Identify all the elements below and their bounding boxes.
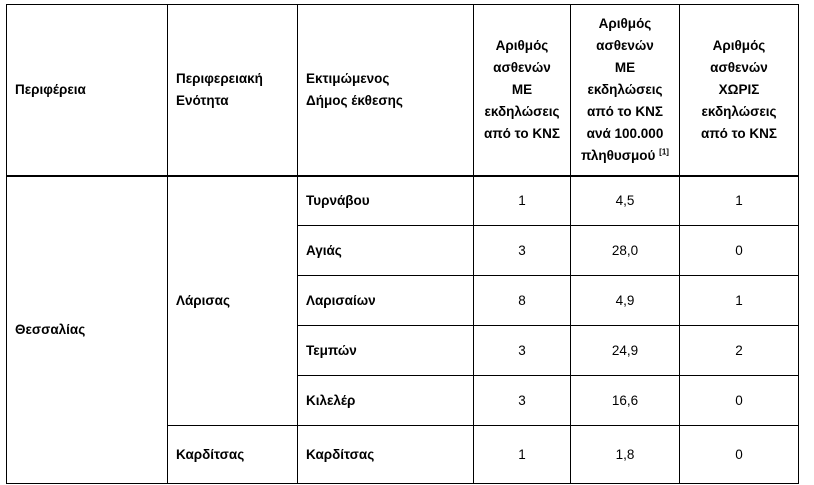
header-with-cns-line: Αριθμός xyxy=(495,37,549,53)
header-per-100k-line: από το ΚΝΣ xyxy=(587,103,663,119)
municipality-cell: Λαρισαίων xyxy=(298,276,474,326)
header-without-cns-line: ασθενών xyxy=(710,59,768,75)
header-regional-unit xyxy=(168,5,298,176)
with-cns-cell: 3 xyxy=(474,376,571,426)
region-cell: Θεσσαλίας xyxy=(7,176,168,484)
municipality-cell: Τυρνάβου xyxy=(298,176,474,226)
per-100k-cell: 28,0 xyxy=(571,226,680,276)
header-per-100k-line: Αριθμός xyxy=(598,15,652,31)
header-per-100k-line: εκδηλώσεις xyxy=(587,81,663,97)
header-per-100k-line: ΜΕ xyxy=(614,59,636,75)
header-without-cns-line: εκδηλώσεις xyxy=(701,103,777,119)
header-region: Περιφέρεια xyxy=(7,5,168,176)
header-with-cns-line: ασθενών xyxy=(493,59,551,75)
cases-table xyxy=(6,4,799,484)
header-per-100k xyxy=(571,5,680,176)
without-cns-cell: 0 xyxy=(680,376,799,426)
header-with-cns-line: εκδηλώσεις xyxy=(484,103,560,119)
with-cns-cell: 3 xyxy=(474,226,571,276)
header-municipality xyxy=(298,5,474,176)
with-cns-cell: 1 xyxy=(474,176,571,226)
regional-unit-cell: Καρδίτσας xyxy=(168,426,298,484)
without-cns-cell: 0 xyxy=(680,226,799,276)
with-cns-cell: 3 xyxy=(474,326,571,376)
without-cns-cell: 2 xyxy=(680,326,799,376)
header-regional-unit-line: Ενότητα xyxy=(176,92,229,108)
header-without-cns-line: από το ΚΝΣ xyxy=(701,125,777,141)
header-per-100k-line xyxy=(579,145,671,167)
header-regional-unit-line: Περιφερειακή xyxy=(176,70,263,86)
header-municipality-line: Δήμος έκθεσης xyxy=(306,92,403,108)
header-with-cns xyxy=(474,5,571,176)
per-100k-cell: 4,9 xyxy=(571,276,680,326)
footnote-ref[interactable]: [1] xyxy=(659,147,669,157)
header-row xyxy=(7,5,799,176)
municipality-cell: Τεμπών xyxy=(298,326,474,376)
without-cns-cell: 1 xyxy=(680,276,799,326)
per-100k-cell: 4,5 xyxy=(571,176,680,226)
municipality-cell: Αγιάς xyxy=(298,226,474,276)
municipality-cell: Καρδίτσας xyxy=(298,426,474,484)
without-cns-cell: 1 xyxy=(680,176,799,226)
header-per-100k-text: πληθυσμού xyxy=(581,147,656,163)
with-cns-cell: 8 xyxy=(474,276,571,326)
regional-unit-cell: Λάρισας xyxy=(168,176,298,426)
header-with-cns-line: ΜΕ xyxy=(511,81,533,97)
per-100k-cell: 1,8 xyxy=(571,426,680,484)
with-cns-cell: 1 xyxy=(474,426,571,484)
per-100k-cell: 16,6 xyxy=(571,376,680,426)
header-per-100k-line: ασθενών xyxy=(596,37,654,53)
header-per-100k-line: ανά 100.000 xyxy=(586,125,664,141)
header-without-cns-line: ΧΩΡΙΣ xyxy=(718,81,760,97)
header-without-cns xyxy=(680,5,799,176)
header-with-cns-line: από το ΚΝΣ xyxy=(484,125,560,141)
municipality-cell: Κιλελέρ xyxy=(298,376,474,426)
header-without-cns-line: Αριθμός xyxy=(712,37,766,53)
without-cns-cell: 0 xyxy=(680,426,799,484)
table-row xyxy=(7,176,799,226)
header-municipality-line: Εκτιμώμενος xyxy=(306,70,390,86)
per-100k-cell: 24,9 xyxy=(571,326,680,376)
